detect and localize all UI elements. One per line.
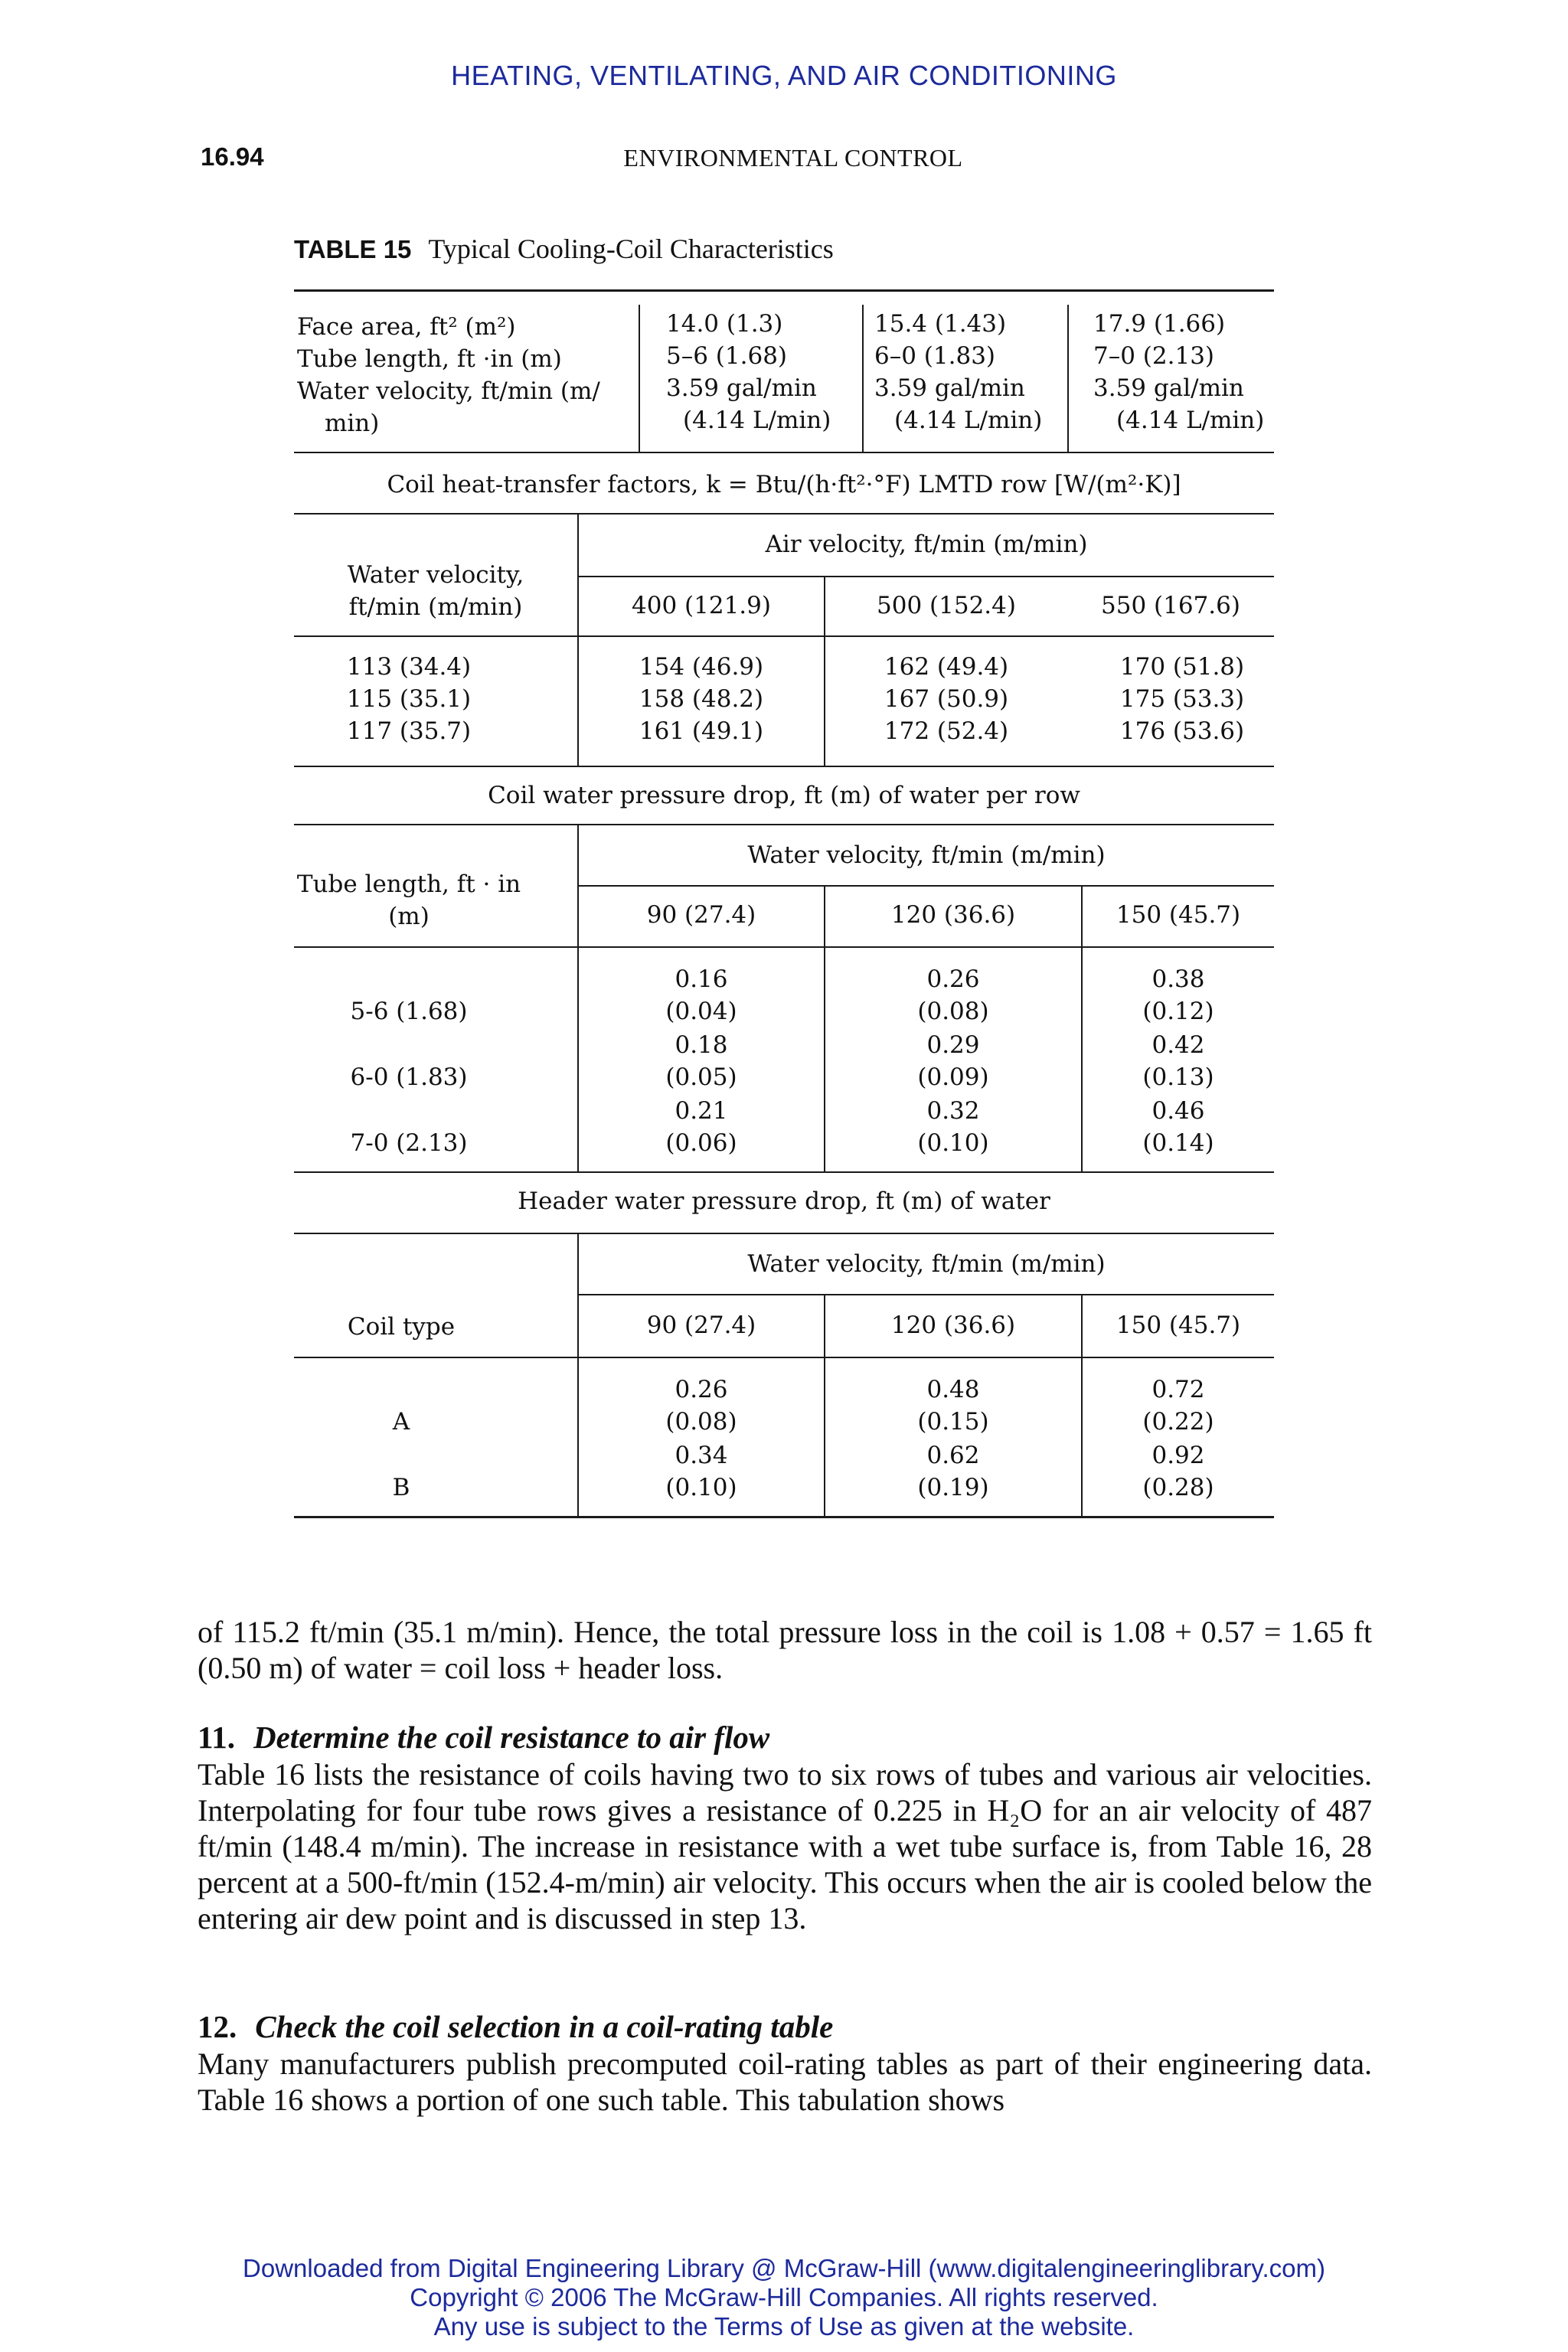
row-header: (m) <box>388 903 430 930</box>
table-cell: 0.32 <box>926 1097 980 1125</box>
table-cell: (0.12) <box>1142 998 1214 1025</box>
table-rule <box>579 576 1274 577</box>
table-rule <box>579 885 1274 887</box>
table-rule <box>294 452 1274 453</box>
table-cell: 161 (49.1) <box>639 717 764 745</box>
characteristic-value: 3.59 gal/min <box>1093 374 1244 402</box>
table-cell: 176 (53.6) <box>1119 717 1245 745</box>
running-head: ENVIRONMENTAL CONTROL <box>623 144 963 172</box>
table-cell: 0.21 <box>675 1097 728 1125</box>
characteristic-label: Face area, ft² (m²) <box>297 313 516 341</box>
table-cell: 0.16 <box>675 965 728 993</box>
characteristic-value: 14.0 (1.3) <box>666 310 783 338</box>
column-header: 120 (36.6) <box>890 1312 1016 1339</box>
characteristic-value: (4.14 L/min) <box>683 407 831 434</box>
table-rule <box>294 1233 1274 1234</box>
table-cell: (0.10) <box>665 1474 737 1501</box>
table-cell: 0.92 <box>1152 1442 1205 1469</box>
step-number: 12. <box>198 2009 237 2044</box>
table-cell: (0.19) <box>917 1474 989 1501</box>
column-rule <box>639 305 640 452</box>
table-cell: 0.42 <box>1152 1031 1205 1059</box>
table-cell: 167 (50.9) <box>884 685 1009 713</box>
table-rule <box>294 766 1274 767</box>
column-header: 400 (121.9) <box>632 592 771 619</box>
characteristic-value: 6–0 (1.83) <box>874 342 996 370</box>
table-cell: (0.06) <box>665 1129 737 1157</box>
row-label: 7-0 (2.13) <box>350 1129 468 1157</box>
heat-transfer-caption: Coil heat-transfer factors, k = Btu/(h·ft²·°F) LMTD row [W/(m²·K)] <box>387 471 1181 498</box>
row-label: 115 (35.1) <box>346 685 472 713</box>
step-12-heading <box>198 2009 1372 2045</box>
characteristic-value: (4.14 L/min) <box>894 407 1043 434</box>
characteristic-label: Tube length, ft ·in (m) <box>297 345 562 373</box>
table-cell: 0.34 <box>675 1442 728 1469</box>
column-header: 150 (45.7) <box>1116 901 1241 929</box>
table-cell: (0.14) <box>1142 1129 1214 1157</box>
characteristic-label: min) <box>325 410 380 437</box>
column-rule <box>862 305 864 452</box>
column-header: 550 (167.6) <box>1101 592 1240 619</box>
column-header: 500 (152.4) <box>877 592 1016 619</box>
table-cell: (0.08) <box>665 1408 737 1436</box>
table-rule <box>294 946 1274 948</box>
characteristic-value: 17.9 (1.66) <box>1093 310 1226 338</box>
table-caption: Typical Cooling-Coil Characteristics <box>428 234 834 264</box>
row-header: Coil type <box>347 1313 456 1341</box>
table-cell: 0.46 <box>1152 1097 1205 1125</box>
row-label: 5-6 (1.68) <box>350 998 468 1025</box>
characteristic-value: 3.59 gal/min <box>666 374 817 402</box>
table-cell: 0.26 <box>926 965 980 993</box>
row-header: Water velocity, <box>347 561 524 589</box>
table-cell: 0.26 <box>675 1376 728 1403</box>
table-label: TABLE 15 <box>294 235 412 263</box>
table-cell: (0.09) <box>917 1063 989 1091</box>
row-header: ft/min (m/min) <box>348 593 523 621</box>
table-cell: (0.22) <box>1142 1408 1214 1436</box>
table-cell: 0.62 <box>926 1442 980 1469</box>
page-number: 16.94 <box>201 142 264 171</box>
table-cell: (0.05) <box>665 1063 737 1091</box>
table-rule <box>294 635 1274 637</box>
characteristic-value: 15.4 (1.43) <box>874 310 1007 338</box>
group-header: Air velocity, ft/min (m/min) <box>765 531 1088 558</box>
table-cell: (0.04) <box>665 998 737 1025</box>
row-label: 113 (34.4) <box>346 653 472 681</box>
row-label: 6-0 (1.83) <box>350 1063 468 1091</box>
table-cell: 0.48 <box>926 1376 980 1403</box>
table-cell: 158 (48.2) <box>639 685 764 713</box>
characteristic-value: 5–6 (1.68) <box>666 342 788 370</box>
table-rule <box>294 1357 1274 1358</box>
table-cell: 154 (46.9) <box>639 653 764 681</box>
table-cell: 175 (53.3) <box>1119 685 1245 713</box>
table-cell: (0.08) <box>917 998 989 1025</box>
table-cell: 0.29 <box>926 1031 980 1059</box>
column-header: 150 (45.7) <box>1116 1312 1241 1339</box>
header-pressure-caption: Header water pressure drop, ft (m) of water <box>518 1187 1050 1215</box>
table-rule <box>294 1171 1274 1173</box>
step-title: Check the coil selection in a coil-rating table <box>255 2009 834 2044</box>
coil-pressure-caption: Coil water pressure drop, ft (m) of water per row <box>488 782 1080 809</box>
table-cell: (0.15) <box>917 1408 989 1436</box>
row-label: B <box>392 1474 410 1501</box>
table-rule <box>579 1294 1274 1295</box>
step-12-paragraph: Many manufacturers publish precomputed coil-rating tables as part of their engineering data. Table 16 shows a portion of one such table. This tabulation shows <box>198 2047 1372 2117</box>
characteristic-label: Water velocity, ft/min (m/ <box>297 377 600 405</box>
table-rule <box>294 289 1274 292</box>
table-cell: 170 (51.8) <box>1119 653 1245 681</box>
characteristic-value: (4.14 L/min) <box>1116 407 1265 434</box>
column-header: 90 (27.4) <box>646 1312 756 1339</box>
table-cell: 162 (49.4) <box>884 653 1009 681</box>
characteristic-value: 7–0 (2.13) <box>1093 342 1215 370</box>
group-header: Water velocity, ft/min (m/min) <box>747 841 1106 869</box>
table-rule <box>294 513 1274 514</box>
table-cell: 0.38 <box>1152 965 1205 993</box>
footer-terms: Any use is subject to the Terms of Use as given at the website. <box>433 2312 1135 2341</box>
group-header: Water velocity, ft/min (m/min) <box>747 1250 1106 1278</box>
step-11-paragraph: Table 16 lists the resistance of coils having two to six rows of tubes and various air velocities. Interpolating for four tube rows gives a resistance of 0.225 in H₂O for an air velocity of 487 ft/min (148.4 m/min). The increase in resistance with a wet tube surface is, from Table 16, 28 percent at a 500-ft/min (152.4-m/min) air velocity. This occurs when the air is cooled below the entering air dew point and is discussed in step 13. <box>198 1757 1372 1936</box>
continuation-paragraph: of 115.2 ft/min (35.1 m/min). Hence, the total pressure loss in the coil is 1.08 + 0.57 = 1.65 ft (0.50 m) of water = coil loss + header loss. <box>198 1615 1372 1685</box>
download-footer <box>0 2254 1568 2341</box>
step-11-heading <box>198 1720 1372 1756</box>
characteristic-value: 3.59 gal/min <box>874 374 1025 402</box>
table-cell: 0.18 <box>675 1031 728 1059</box>
step-title: Determine the coil resistance to air flow <box>253 1720 770 1755</box>
column-rule <box>1067 305 1069 452</box>
document-banner: HEATING, VENTILATING, AND AIR CONDITIONING <box>451 60 1117 91</box>
row-header: Tube length, ft · in <box>296 871 521 898</box>
table-cell: (0.13) <box>1142 1063 1214 1091</box>
column-header: 90 (27.4) <box>646 901 756 929</box>
table-cell: (0.28) <box>1142 1474 1214 1501</box>
table-cell: 0.72 <box>1152 1376 1205 1403</box>
table-cell: (0.10) <box>917 1129 989 1157</box>
footer-download-link[interactable]: Downloaded from Digital Engineering Library @ McGraw-Hill (www.digitalengineeringlibrary.com) <box>243 2254 1325 2282</box>
column-header: 120 (36.6) <box>890 901 1016 929</box>
table-rule <box>294 824 1274 825</box>
table-rule <box>294 1516 1274 1518</box>
row-label: A <box>392 1408 410 1436</box>
table-cell: 172 (52.4) <box>884 717 1009 745</box>
step-number: 11. <box>198 1720 235 1755</box>
row-label: 117 (35.7) <box>346 717 472 745</box>
footer-copyright: Copyright © 2006 The McGraw-Hill Companies. All rights reserved. <box>410 2283 1158 2311</box>
